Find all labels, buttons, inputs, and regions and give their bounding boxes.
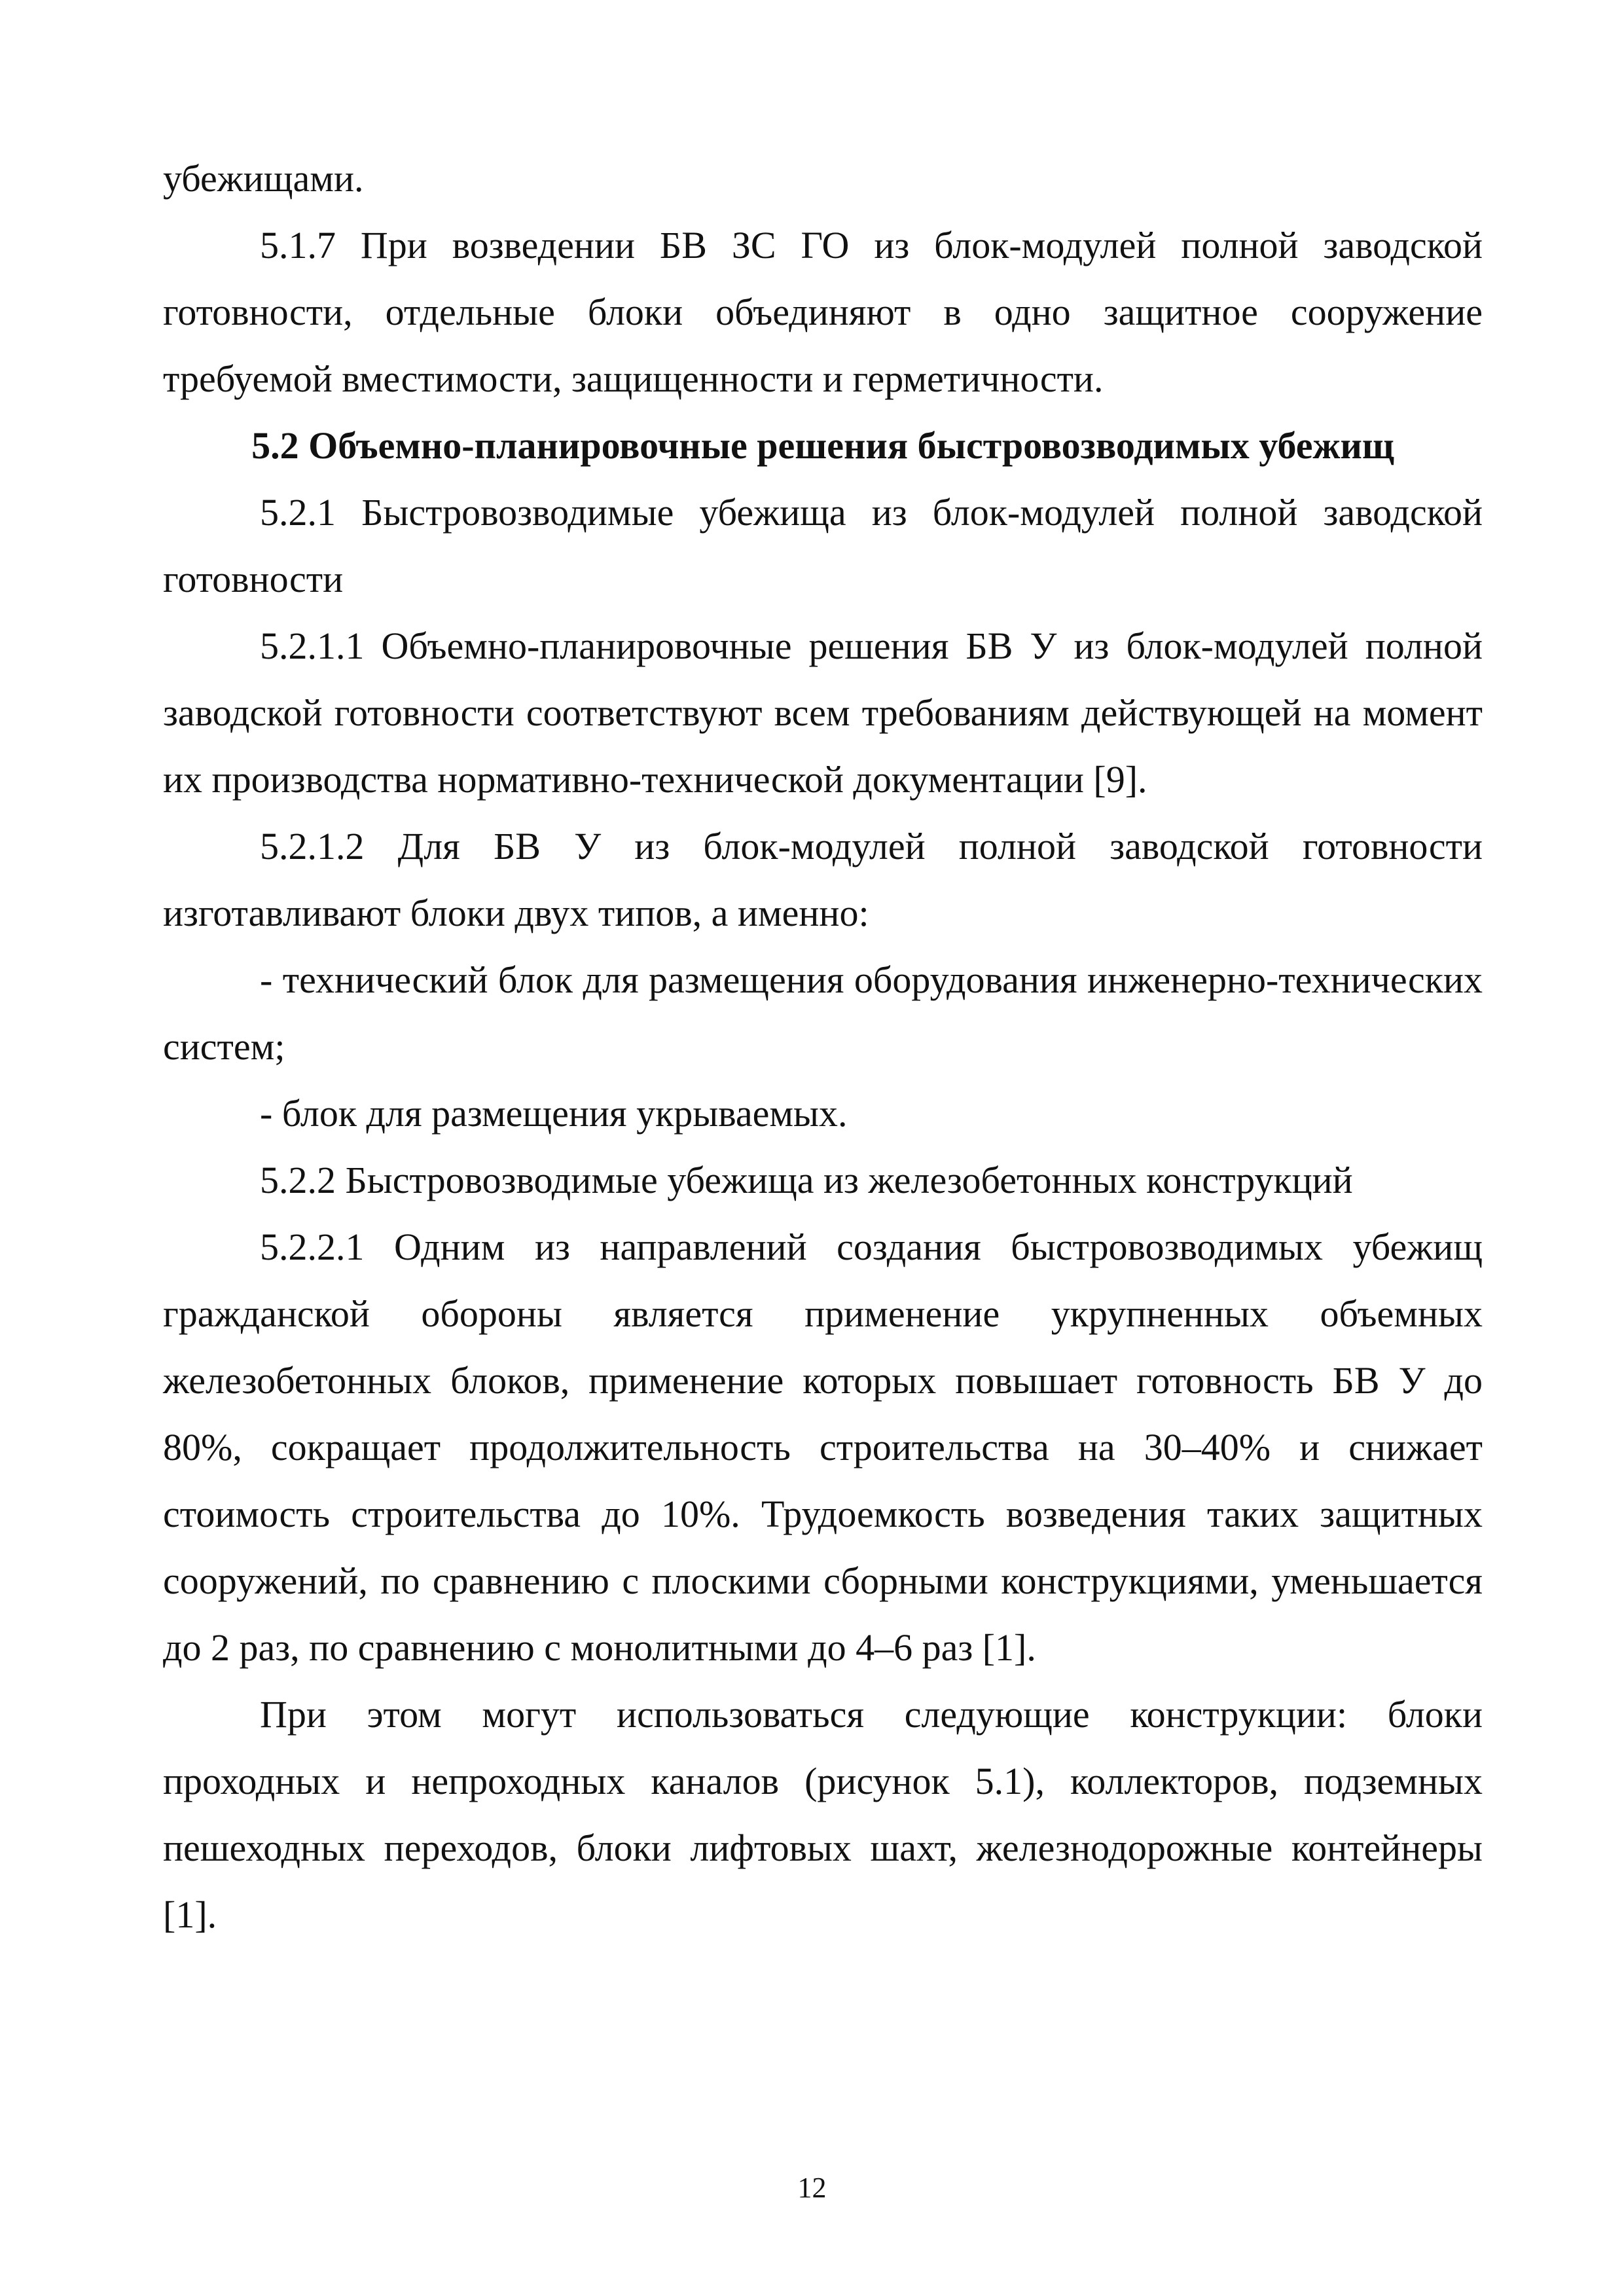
paragraph-5-2-2-1: 5.2.2.1 Одним из направлений создания быстровозводимых убежищ гражданской обороны является применение укрупненных объемных железобетонных блоков, применение которых повышает готовность БВ У до 80%, сокращает продолжительность строительства на 30–40% и снижает стоимость строительства до 10%. Трудоемкость возведения таких защитных сооружений, по сравнению с плоскими сборными конструкциями, уменьшается до 2 раз, по сравнению с монолитными до 4–6 раз [1].	[163, 1226, 1483, 1669]
paragraph-5-2-1-2: 5.2.1.2 Для БВ У из блок-модулей полной заводской готовности изготавливают блоки двух типов, а именно:	[163, 825, 1483, 934]
list-item-technical-block: - технический блок для размещения оборудования инженерно-технических систем;	[163, 958, 1483, 1068]
page-body	[163, 145, 1483, 1948]
list-item-shelter-block: - блок для размещения укрываемых.	[260, 1092, 848, 1135]
page-number: 12	[797, 2172, 827, 2204]
paragraph-5-1-7: 5.1.7 При возведении БВ ЗС ГО из блок-модулей полной заводской готовности, отдельные блоки объединяют в одно защитное сооружение требуемой вместимости, защищенности и герметичности.	[163, 224, 1483, 400]
subsection-5-2-2: 5.2.2 Быстровозводимые убежища из железобетонных конструкций	[260, 1159, 1353, 1201]
section-heading-5-2: 5.2 Объемно-планировочные решения быстровозводимых убежищ	[251, 424, 1394, 467]
paragraph-continuation: убежищами.	[163, 157, 364, 200]
paragraph-5-2-1-1: 5.2.1.1 Объемно-планировочные решения БВ У из блок-модулей полной заводской готовности соответствуют всем требованиям действующей на момент их производства нормативно-технической документации [9].	[163, 625, 1483, 801]
subsection-5-2-1: 5.2.1 Быстровозводимые убежища из блок-модулей полной заводской готовности	[163, 491, 1483, 600]
paragraph-constructions: При этом могут использоваться следующие конструкции: блоки проходных и непроходных каналов (рисунок 5.1), коллекторов, подземных пешеходных переходов, блоки лифтовых шахт, железнодорожные контейнеры [1].	[163, 1693, 1483, 1936]
